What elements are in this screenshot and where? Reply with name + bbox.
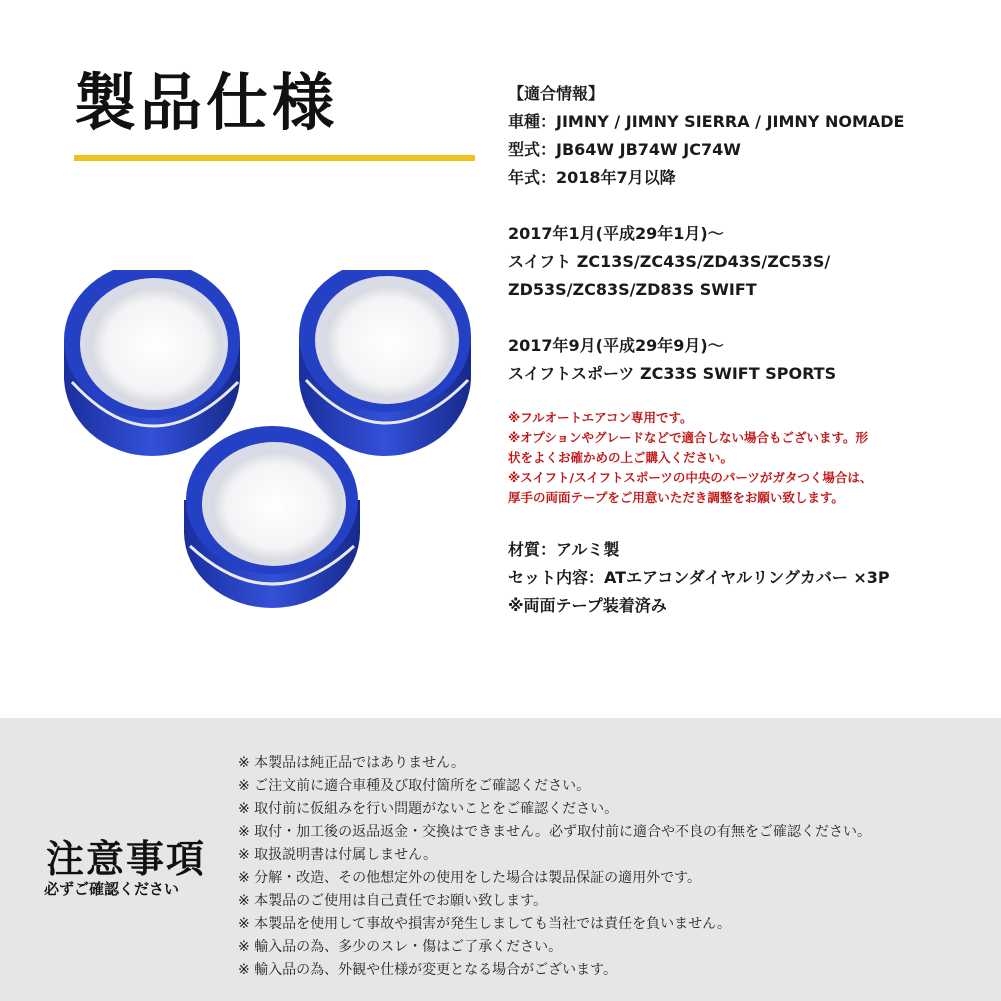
car-type: 型式：JB64W JB74W JC74W xyxy=(508,140,741,159)
spec-block xyxy=(508,80,988,620)
caution-item: ※ 本製品は純正品ではありません。 xyxy=(238,755,466,771)
caution-item: ※ 取扱説明書は付属しません。 xyxy=(238,847,438,863)
caution-list xyxy=(238,752,871,982)
ring-bottom xyxy=(184,426,360,608)
caution-item: ※ 本製品を使用して事故や損害が発生しましても当社では責任を負いません。 xyxy=(238,916,732,932)
set-contents: セット内容：ATエアコンダイヤルリングカバー ×3P xyxy=(508,568,890,587)
note-line: ※フルオートエアコン専用です。 xyxy=(508,410,693,425)
caution-subtitle: 必ずご確認ください xyxy=(44,880,180,898)
sports-date: 2017年9月(平成29年9月)～ xyxy=(508,336,724,355)
caution-item: ※ 輸入品の為、外観や仕様が変更となる場合がございます。 xyxy=(238,962,618,978)
car-model: 車種：JIMNY / JIMNY SIERRA / JIMNY NOMADE xyxy=(508,112,905,131)
model-year: 年式：2018年7月以降 xyxy=(508,168,676,187)
material: 材質：アルミ製 xyxy=(508,540,620,559)
tape-note: ※両面テープ装着済み xyxy=(508,596,667,615)
caution-item: ※ 分解・改造、その他想定外の使用をした場合は製品保証の適用外です。 xyxy=(238,870,702,886)
caution-title: 注意事項 xyxy=(46,837,207,881)
caution-item: ※ 本製品のご使用は自己責任でお願い致します。 xyxy=(238,893,548,909)
note-line: 厚手の両面テープをご用意いただき調整をお願い致します。 xyxy=(508,490,844,505)
sports-model: スイフトスポーツ ZC33S SWIFT SPORTS xyxy=(508,364,837,383)
note-line: ※オプションやグレードなどで適合しない場合もございます。形 xyxy=(508,430,869,445)
caution-panel xyxy=(0,718,1001,1001)
caution-item: ※ 取付・加工後の返品返金・交換はできません。必ず取付前に適合や不良の有無をご確認ください。 xyxy=(238,824,872,840)
product-image xyxy=(50,270,490,630)
note-line: 状をよくお確かめの上ご購入ください。 xyxy=(508,450,734,465)
caution-item: ※ 取付前に仮組みを行い問題がないことをご確認ください。 xyxy=(238,801,619,817)
ring-top-left xyxy=(64,270,240,456)
swift-date: 2017年1月(平成29年1月)～ xyxy=(508,224,724,243)
compat-section-label: 【適合情報】 xyxy=(508,84,605,103)
ring-top-right xyxy=(299,270,471,456)
swift-models-line1: スイフト ZC13S/ZC43S/ZD43S/ZC53S/ xyxy=(508,252,831,271)
caution-item: ※ ご注文前に適合車種及び取付箇所をご確認ください。 xyxy=(238,778,591,794)
caution-item: ※ 輸入品の為、多少のスレ・傷はご了承ください。 xyxy=(238,939,563,955)
fitment-notes xyxy=(508,408,988,508)
title-underline xyxy=(74,155,475,161)
note-line: ※スイフト/スイフトスポーツの中央のパーツがガタつく場合は、 xyxy=(508,470,873,485)
swift-models-line2: ZD53S/ZC83S/ZD83S SWIFT xyxy=(508,280,757,299)
page-title: 製品仕様 xyxy=(74,66,339,139)
